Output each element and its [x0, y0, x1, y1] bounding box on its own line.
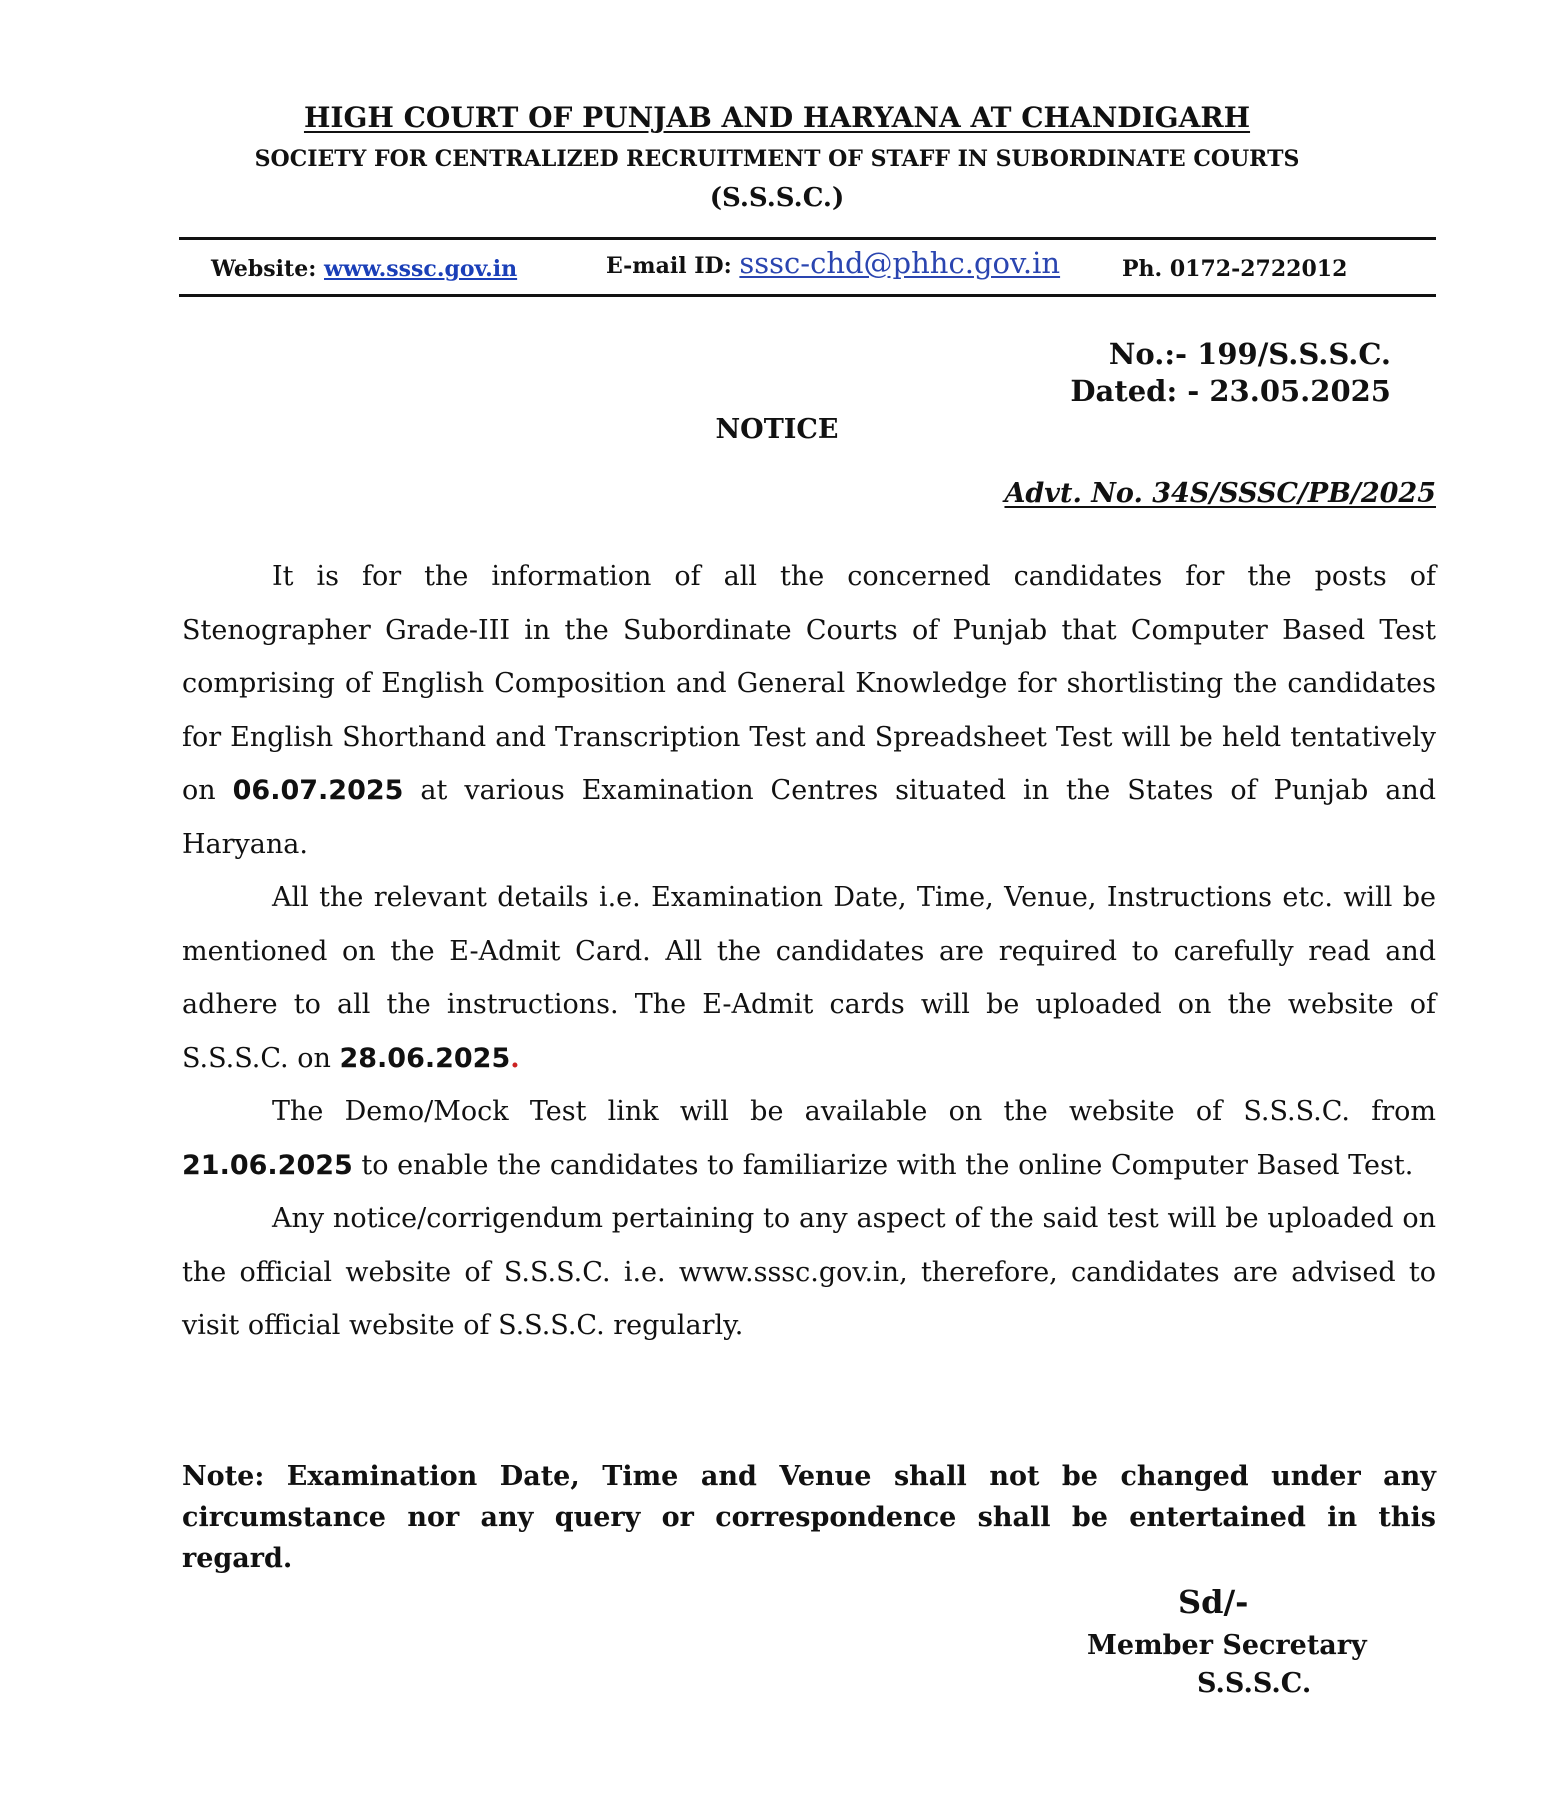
reference-number: No.:- 199/S.S.S.C. — [1108, 337, 1391, 371]
paragraph-1: It is for the information of all the concerned candidates for the posts of Stenographer Grade-III in the Subordinate Courts of Punjab that Computer Based Test comprising of English Composition and General Knowledge for shortlisting the candidates for English Shorthand and Transcription Test and Spreadsheet Test will be held tentatively on 06.07.2025 at various Examination Centres situated in the States of Punjab and Haryana. — [182, 561, 1437, 860]
society-abbreviation: (S.S.S.C.) — [709, 183, 845, 213]
court-heading: HIGH COURT OF PUNJAB AND HARYANA AT CHANDIGARH — [303, 101, 1251, 134]
exam-date: 06.07.2025 — [232, 775, 404, 806]
bottom-divider — [179, 294, 1436, 297]
signature-sd: Sd/- — [1178, 1583, 1249, 1621]
society-heading: SOCIETY FOR CENTRALIZED RECRUITMENT OF STAFF IN SUBORDINATE COURTS — [254, 146, 1300, 172]
advertisement-number: Advt. No. 34S/SSSC/PB/2025 — [1004, 478, 1436, 509]
paragraph-4: Any notice/corrigendum pertaining to any aspect of the said test will be uploaded on the official website of S.S.S.C. i.e. www.sssc.gov.in, therefore, candidates are advised to visit official website of S.S.S.C. regularly. — [182, 1203, 1436, 1341]
signatory-designation: Member Secretary — [1087, 1630, 1367, 1661]
reference-date: Dated: - 23.05.2025 — [1070, 374, 1391, 408]
admit-card-date: 28.06.2025 — [339, 1042, 511, 1074]
website-contact — [211, 254, 517, 284]
email-contact — [606, 248, 1060, 281]
email-label: E-mail ID: — [606, 253, 732, 279]
phone-number: Ph. 0172-2722012 — [1122, 256, 1348, 282]
website-link[interactable]: www.sssc.gov.in — [324, 256, 518, 282]
notice-body — [182, 550, 1436, 1353]
mock-test-date: 21.06.2025 — [182, 1149, 353, 1181]
top-divider — [179, 237, 1436, 240]
note-text: Note: Examination Date, Time and Venue shall not be changed under any circumstance nor any query or correspondence shall be entertained in this regard. — [182, 1461, 1436, 1574]
paragraph-2: All the relevant details i.e. Examination Date, Time, Venue, Instructions etc. will be mentioned on the E-Admit Card. All the candidates are required to carefully read and adhere to all the instructions. The E-Admit cards will be uploaded on the website of S.S.S.C. on 28.06.2025. — [182, 882, 1436, 1074]
paragraph-3: The Demo/Mock Test link will be available on the website of S.S.S.C. from 21.06.2025 to enable the candidates to familiarize with the online Computer Based Test. — [182, 1096, 1436, 1181]
website-label: Website: — [211, 256, 317, 282]
signatory-organization: S.S.S.C. — [1197, 1668, 1312, 1699]
notice-title: NOTICE — [715, 414, 839, 445]
email-link[interactable]: sssc-chd@phhc.gov.in — [739, 246, 1061, 280]
